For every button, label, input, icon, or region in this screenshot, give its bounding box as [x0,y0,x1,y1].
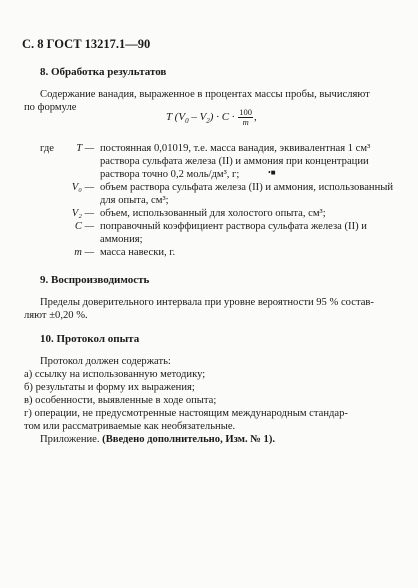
appendix-note: (Введено дополнительно, Изм. № 1). [102,434,276,445]
def-v0-line1: объем раствора сульфата железа (II) и аммония, использованный [100,182,394,193]
section-10-intro: Протокол должен содержать: [40,356,171,367]
def-symbol-m: m — [74,247,94,258]
formula-right: ) · C · [209,111,235,124]
def-v0-line2: для опыта, см³; [100,195,169,206]
section-9-line1: Пределы доверительного интервала при уровне вероятности 95 % состав- [40,297,374,308]
formula-fraction [238,108,253,127]
formula-mid: – V [188,111,207,124]
section-8-intro-line2: по формуле [24,102,77,113]
formula: T $(V_0 - V_2) \cdot C$ · $\frac{100}{m}$ , [166,107,257,127]
section-8-intro-line1: Содержание ванадия, выраженное в процентах массы пробы, вычисляют [40,89,370,100]
section-9-line2: ляют ±0,20 %. [24,310,88,321]
appendix-label: Приложение. [40,434,100,445]
section-8-title: 8. Обработка результатов [40,66,167,78]
fraction-numerator: 100 [239,107,253,117]
fraction-denominator: m [242,117,249,127]
section-9-title: 9. Воспроизводимость [40,274,150,286]
def-c-line1: поправочный коэффициент раствора сульфата железа (II) и [100,221,367,232]
section-10-item-a: а) ссылку на использованную методику; [24,369,206,380]
def-t-line2: раствора сульфата железа (II) и аммония при концентрации [100,156,369,167]
def-t-line1: постоянная 0,01019, т.е. масса ванадия, эквивалентная 1 см³ [100,143,371,154]
section-10-item-d: г) операции, не предусмотренные настоящим международным стандар- [24,408,348,419]
stray-mark: •■ [268,168,276,177]
def-symbol-v2: V₂ — [71,208,94,219]
appendix-line [40,433,275,446]
where-label: где [40,143,54,154]
section-10-item-d-cont: том или рассматриваемые как необязательные. [24,421,236,432]
def-symbol-t: T — [76,143,94,154]
def-t-line3: раствора точно 0,2 моль/дм³, г; [100,169,240,180]
section-10-item-c: в) особенности, выявленные в ходе опыта; [24,395,217,406]
formula-end: , [254,111,257,124]
def-m-line1: масса навески, г. [100,247,176,258]
def-c-line2: аммония; [100,234,143,245]
section-10-title: 10. Протокол опыта [40,333,140,345]
def-v2-line1: объем, использованный для холостого опыта, см³; [100,208,326,219]
section-10-item-b: б) результаты и форму их выражения; [24,382,195,393]
def-symbol-c: C — [74,221,94,232]
def-symbol-v0: V₀ — [71,182,94,193]
page-header: С. 8 ГОСТ 13217.1—90 [22,37,151,51]
formula-left: T (V [166,111,186,124]
